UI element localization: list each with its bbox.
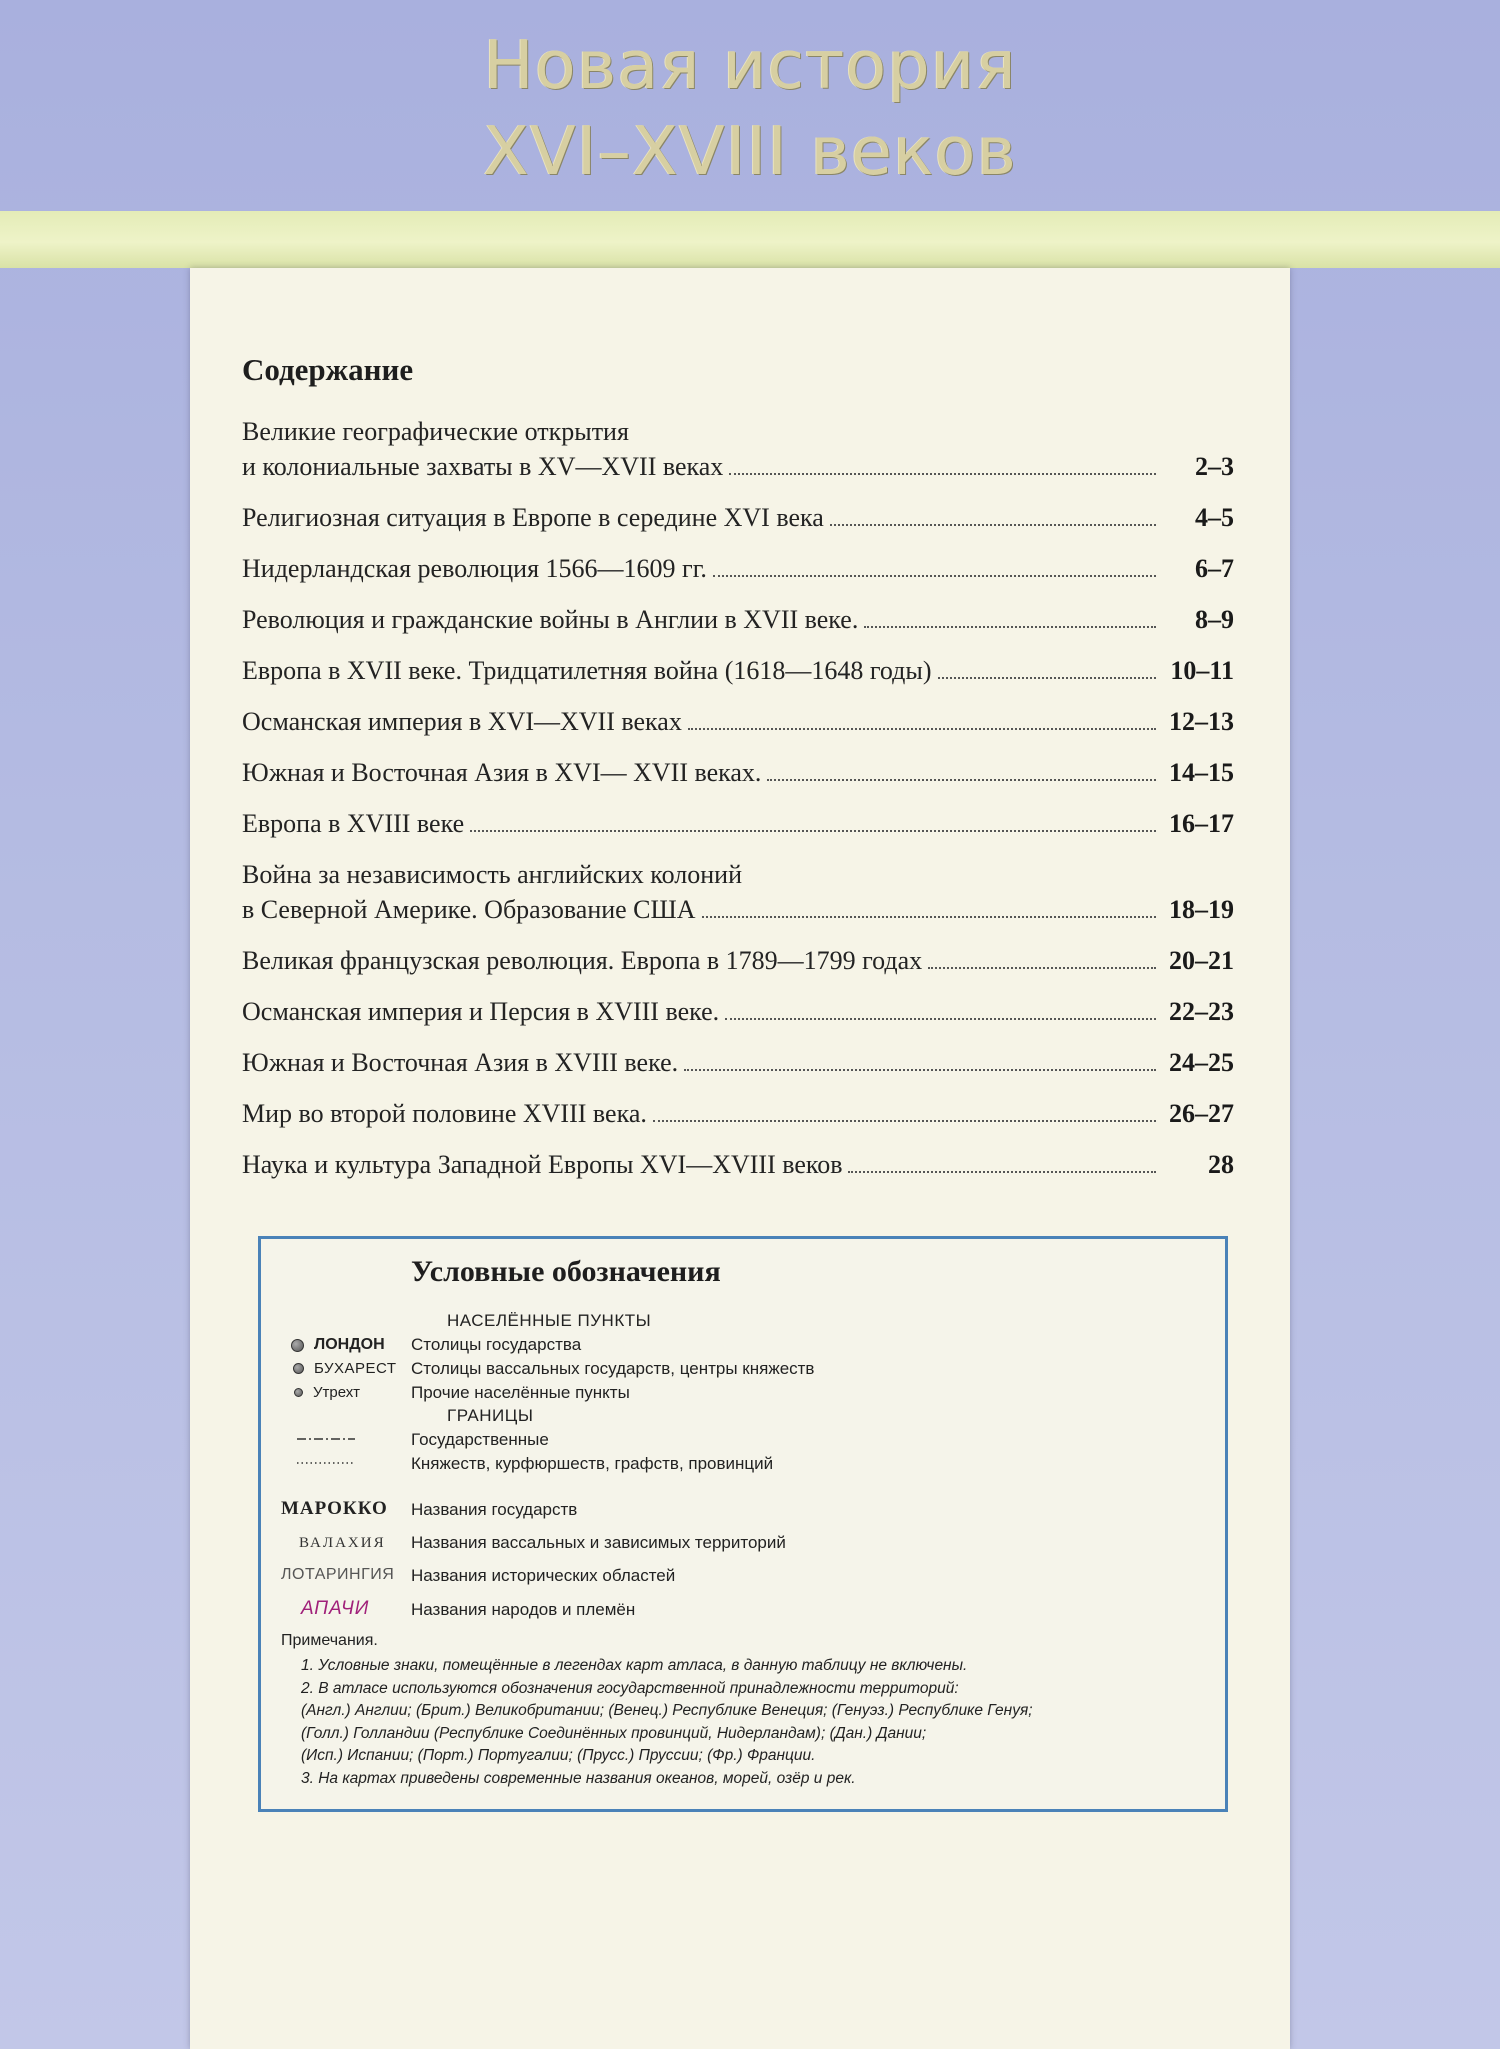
toc-page-number: 10–11	[1170, 656, 1234, 685]
legend-row-historical-regions	[261, 1566, 1221, 1590]
toc-heading: Содержание	[242, 352, 414, 387]
toc-dot-leader	[729, 473, 1156, 475]
toc-entry-title: Революция и гражданские войны в Англии в XVII веке.	[242, 605, 859, 634]
legend-description: Прочие населённые пункты	[411, 1383, 630, 1402]
toc-dot-leader	[928, 967, 1156, 969]
toc-dot-leader	[830, 524, 1156, 526]
legend-description: Названия государств	[411, 1500, 578, 1519]
note-line: (Англ.) Англии; (Брит.) Великобритании; (Венец.) Республике Венеция; (Генуэз.) Республике Генуя;	[301, 1702, 1033, 1719]
toc-page-number: 12–13	[1169, 707, 1234, 736]
note-line: (Голл.) Голландии (Республике Соединённых провинций, Нидерландам); (Дан.) Дании;	[301, 1724, 927, 1742]
title-line-1: Новая история	[483, 26, 1017, 104]
toc-entry-line	[242, 602, 1234, 637]
toc-entry[interactable]	[242, 1096, 1234, 1131]
notes-list	[301, 1655, 1201, 1790]
toc-dot-leader	[938, 677, 1157, 679]
toc-page-number: 20–21	[1169, 946, 1234, 975]
legend-description: Названия народов и племён	[411, 1600, 636, 1619]
toc-entry[interactable]	[242, 943, 1234, 978]
toc-entry-line	[242, 704, 1234, 739]
toc-entry[interactable]	[242, 551, 1234, 586]
note-line: 1. Условные знаки, помещённые в легендах карт атласа, в данную таблицу не включены.	[301, 1657, 968, 1674]
toc-entry[interactable]	[242, 414, 1234, 484]
toc-entry-line	[242, 943, 1234, 978]
toc-dot-leader	[688, 728, 1156, 730]
toc-page-number: 16–17	[1169, 809, 1234, 838]
toc-dot-leader	[702, 916, 1156, 918]
note-line: (Исп.) Испании; (Порт.) Португалии; (Прусс.) Пруссии; (Фр.) Франции.	[301, 1747, 816, 1764]
toc-dot-leader	[470, 830, 1156, 832]
legend-example: БУХАРЕСТ	[314, 1360, 397, 1377]
title-line-2: XVI–XVIII веков	[483, 112, 1017, 190]
province-border-line-icon	[297, 1458, 355, 1468]
state-border-line-icon	[297, 1434, 355, 1444]
toc-entry-title: Европа в XVII веке. Тридцатилетняя война (1618—1648 годы)	[242, 656, 932, 685]
toc-entry-line	[242, 755, 1234, 790]
borders-heading: ГРАНИЦЫ	[447, 1406, 534, 1425]
legend-description: Названия исторических областей	[411, 1566, 676, 1585]
toc-entry-title-line1: Великие географические открытия	[242, 417, 629, 446]
settlements-heading: НАСЕЛЁННЫЕ ПУНКТЫ	[447, 1311, 652, 1330]
toc-entry-title: Религиозная ситуация в Европе в середине XVI века	[242, 503, 824, 532]
page-title	[0, 22, 1500, 194]
legend-description: Княжеств, курфюршеств, графств, провинций	[411, 1454, 774, 1473]
legend-example: ЛОТАРИНГИЯ	[281, 1566, 395, 1583]
toc-entry[interactable]	[242, 704, 1234, 739]
legend-row-province-border	[261, 1454, 1221, 1478]
toc-entry-line	[242, 449, 1234, 484]
toc-entry-title: Мир во второй половине XVIII века.	[242, 1099, 647, 1128]
toc-entry-title-line1: Война за независимость английских колоний	[242, 860, 742, 889]
legend-description: Столицы вассальных государств, центры княжеств	[411, 1359, 815, 1378]
toc-dot-leader	[684, 1069, 1156, 1071]
toc-entry-line	[242, 994, 1234, 1029]
toc-page-number: 24–25	[1169, 1048, 1234, 1077]
toc-entry-title: Нидерландская революция 1566—1609 гг.	[242, 554, 707, 583]
legend-example: ЛОНДОН	[314, 1336, 385, 1353]
toc-entry[interactable]	[242, 994, 1234, 1029]
legend-row-states	[261, 1500, 1221, 1524]
legend-row-state-border	[261, 1430, 1221, 1454]
toc-page-number: 18–19	[1169, 895, 1234, 924]
toc-entry-line	[242, 1045, 1234, 1080]
legend-example: АПАЧИ	[301, 1598, 370, 1619]
toc-entry-title: Южная и Восточная Азия в XVIII веке.	[242, 1048, 679, 1077]
toc-entry-line	[242, 806, 1234, 841]
toc-entry[interactable]	[242, 857, 1234, 927]
toc-dot-leader	[713, 575, 1156, 577]
title-band	[0, 211, 1500, 268]
toc-dot-leader	[848, 1171, 1156, 1173]
legend-example: МАРОККО	[281, 1498, 388, 1519]
toc-entry-title: в Северной Америке. Образование США	[242, 895, 696, 924]
legend-row-peoples	[261, 1600, 1221, 1624]
toc-dot-leader	[767, 779, 1156, 781]
town-dot-icon	[294, 1388, 303, 1397]
legend-row-vassal-territories	[261, 1533, 1221, 1557]
toc-entry-title: Южная и Восточная Азия в XVI— XVII веках.	[242, 758, 762, 787]
legend-row-town	[261, 1383, 1221, 1407]
toc-page-number: 6–7	[1195, 554, 1234, 583]
toc-entry[interactable]	[242, 1045, 1234, 1080]
note-line: 3. На картах приведены современные названия океанов, морей, озёр и рек.	[301, 1769, 856, 1787]
capital-dot-icon	[291, 1339, 304, 1352]
toc-entry-line	[242, 892, 1234, 927]
toc-entry[interactable]	[242, 653, 1234, 688]
toc-entry-title: Европа в XVIII веке	[242, 809, 465, 838]
toc-entry-line	[242, 1096, 1234, 1131]
toc-entry-title: и колониальные захваты в XV—XVII веках	[242, 452, 724, 481]
toc-dot-leader	[653, 1120, 1156, 1122]
toc-page-number: 14–15	[1169, 758, 1234, 787]
toc-entry-line	[242, 500, 1234, 535]
toc-page-number: 26–27	[1169, 1099, 1234, 1128]
legend-description: Государственные	[411, 1430, 549, 1449]
legend-box	[258, 1236, 1228, 1812]
legend-example: Утрехт	[313, 1384, 360, 1401]
toc-dot-leader	[864, 626, 1156, 628]
toc-page-number: 28	[1208, 1150, 1234, 1179]
legend-example: ВАЛАХИЯ	[299, 1535, 386, 1551]
toc-page-number: 22–23	[1169, 997, 1234, 1026]
toc-entry[interactable]	[242, 755, 1234, 790]
toc-entry[interactable]	[242, 602, 1234, 637]
table-of-contents	[242, 414, 1234, 1198]
toc-entry-line	[242, 551, 1234, 586]
toc-entry-line	[242, 653, 1234, 688]
toc-entry-title: Османская империя и Персия в XVIII веке.	[242, 997, 720, 1026]
toc-page-number: 2–3	[1195, 452, 1234, 481]
toc-entry-title: Османская империя в XVI—XVII веках	[242, 707, 682, 736]
legend-row-vassal-capital	[261, 1359, 1221, 1383]
legend-row-capital	[261, 1335, 1221, 1359]
legend-title: Условные обозначения	[411, 1255, 721, 1288]
legend-description: Названия вассальных и зависимых территорий	[411, 1533, 786, 1552]
toc-entry[interactable]	[242, 1147, 1234, 1182]
toc-entry-line	[242, 1147, 1234, 1182]
toc-entry-title: Великая французская революция. Европа в 1789—1799 годах	[242, 946, 923, 975]
toc-entry-title: Наука и культура Западной Европы XVI—XVIII веков	[242, 1150, 843, 1179]
toc-entry[interactable]	[242, 500, 1234, 535]
toc-page-number: 4–5	[1195, 503, 1234, 532]
legend-description: Столицы государства	[411, 1335, 582, 1354]
notes-heading: Примечания.	[281, 1632, 378, 1649]
vassal-capital-dot-icon	[293, 1363, 304, 1374]
toc-entry[interactable]	[242, 806, 1234, 841]
toc-page-number: 8–9	[1195, 605, 1234, 634]
toc-dot-leader	[725, 1018, 1156, 1020]
note-line: 2. В атласе используются обозначения государственной принадлежности территорий:	[301, 1679, 959, 1697]
